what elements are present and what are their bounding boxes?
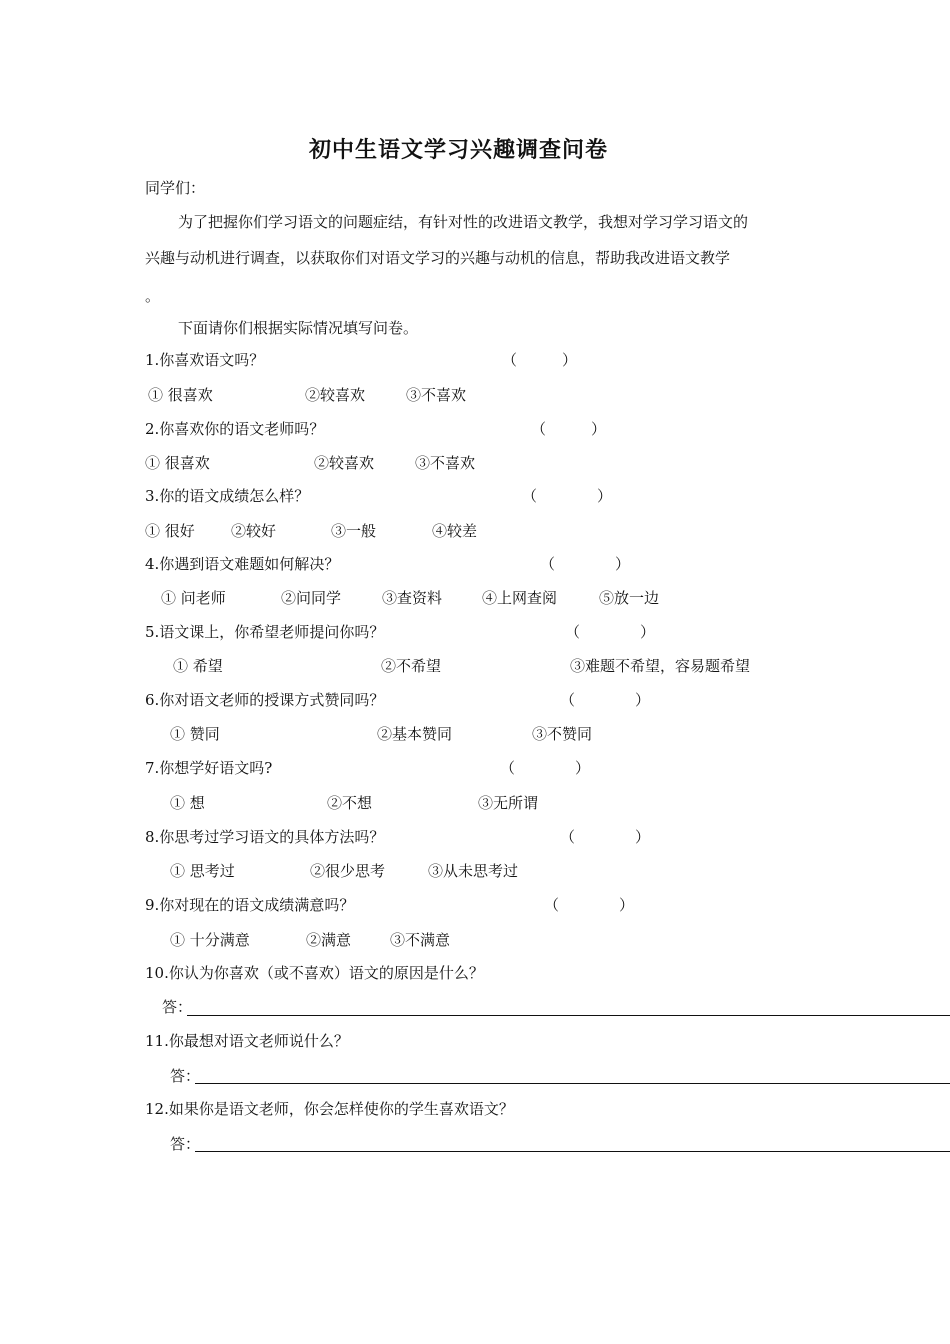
question-11-text: 11.你最想对语文老师说什么？	[145, 1032, 349, 1050]
question-4-option-4[interactable]: ④上网查阅	[482, 589, 558, 607]
question-8-bracket[interactable]: （ ）	[560, 828, 651, 846]
question-5-option-1[interactable]: ① 希望	[173, 657, 223, 675]
question-8-text: 8.你思考过学习语文的具体方法吗？	[145, 828, 385, 846]
question-11-answer-line[interactable]	[195, 1083, 950, 1084]
question-3-option-4[interactable]: ④较差	[432, 522, 478, 540]
question-7-option-2[interactable]: ②不想	[327, 794, 373, 812]
question-2-option-1[interactable]: ① 很喜欢	[145, 454, 210, 472]
question-7-text: 7.你想学好语文吗?	[145, 759, 273, 777]
intro-line-4: 下面请你们根据实际情况填写问卷。	[178, 319, 419, 337]
intro-line-3: 。	[145, 287, 161, 305]
question-12-text: 12.如果你是语文老师，你会怎样使你的学生喜欢语文？	[145, 1100, 514, 1118]
question-2-bracket[interactable]: （ ）	[531, 420, 607, 438]
question-1-option-1[interactable]: ① 很喜欢	[148, 386, 213, 404]
question-4-option-3[interactable]: ③查资料	[382, 589, 443, 607]
question-1-text: 1.你喜欢语文吗？	[145, 351, 265, 369]
question-12-answer-label: 答：	[170, 1135, 201, 1153]
question-8-option-1[interactable]: ① 思考过	[170, 862, 235, 880]
question-1-bracket[interactable]: （ ）	[502, 351, 578, 369]
intro-line-2: 兴趣与动机进行调查，以获取你们对语文学习的兴趣与动机的信息，帮助我改进语文教学	[145, 249, 731, 267]
question-9-option-3[interactable]: ③不满意	[390, 931, 451, 949]
question-2-option-2[interactable]: ②较喜欢	[314, 454, 375, 472]
question-3-option-2[interactable]: ②较好	[231, 522, 277, 540]
question-2-text: 2.你喜欢你的语文老师吗？	[145, 420, 325, 438]
question-4-option-5[interactable]: ⑤放一边	[599, 589, 660, 607]
question-9-option-1[interactable]: ① 十分满意	[170, 931, 250, 949]
question-6-option-1[interactable]: ① 赞同	[170, 725, 220, 743]
question-6-text: 6.你对语文老师的授课方式赞同吗？	[145, 691, 385, 709]
question-3-option-3[interactable]: ③一般	[331, 522, 377, 540]
question-6-option-3[interactable]: ③不赞同	[532, 725, 593, 743]
question-1-option-2[interactable]: ②较喜欢	[305, 386, 366, 404]
question-10-text: 10.你认为你喜欢（或不喜欢）语文的原因是什么？	[145, 964, 484, 982]
question-6-option-2[interactable]: ②基本赞同	[377, 725, 453, 743]
question-8-option-2[interactable]: ②很少思考	[310, 862, 386, 880]
question-3-bracket[interactable]: （ ）	[522, 487, 613, 505]
question-7-option-1[interactable]: ① 想	[170, 794, 205, 812]
question-5-option-2[interactable]: ②不希望	[381, 657, 442, 675]
page-title: 初中生语文学习兴趣调查问卷	[309, 137, 609, 163]
intro-line-1: 为了把握你们学习语文的问题症结，有针对性的改进语文教学，我想对学习学习语文的	[178, 213, 749, 231]
question-8-option-3[interactable]: ③从未思考过	[428, 862, 519, 880]
question-11-answer-label: 答：	[170, 1067, 201, 1085]
question-3-text: 3.你的语文成绩怎么样？	[145, 487, 310, 505]
greeting: 同学们：	[145, 179, 206, 197]
question-4-text: 4.你遇到语文难题如何解决？	[145, 555, 340, 573]
question-5-text: 5.语文课上，你希望老师提问你吗？	[145, 623, 385, 641]
question-7-bracket[interactable]: （ ）	[500, 759, 591, 777]
question-3-option-1[interactable]: ① 很好	[145, 522, 195, 540]
question-5-option-3[interactable]: ③难题不希望，容易题希望	[570, 657, 751, 675]
question-2-option-3[interactable]: ③不喜欢	[415, 454, 476, 472]
question-9-text: 9.你对现在的语文成绩满意吗？	[145, 896, 355, 914]
question-4-option-1[interactable]: ① 问老师	[161, 589, 226, 607]
question-5-bracket[interactable]: （ ）	[565, 623, 656, 641]
question-4-bracket[interactable]: （ ）	[540, 555, 631, 573]
question-10-answer-line[interactable]	[187, 1015, 950, 1016]
question-9-option-2[interactable]: ②满意	[306, 931, 352, 949]
question-9-bracket[interactable]: （ ）	[544, 896, 635, 914]
question-7-option-3[interactable]: ③无所谓	[478, 794, 539, 812]
question-12-answer-line[interactable]	[195, 1151, 950, 1152]
question-6-bracket[interactable]: （ ）	[560, 691, 651, 709]
question-10-answer-label: 答：	[162, 998, 193, 1016]
question-1-option-3[interactable]: ③不喜欢	[406, 386, 467, 404]
question-4-option-2[interactable]: ②问同学	[281, 589, 342, 607]
